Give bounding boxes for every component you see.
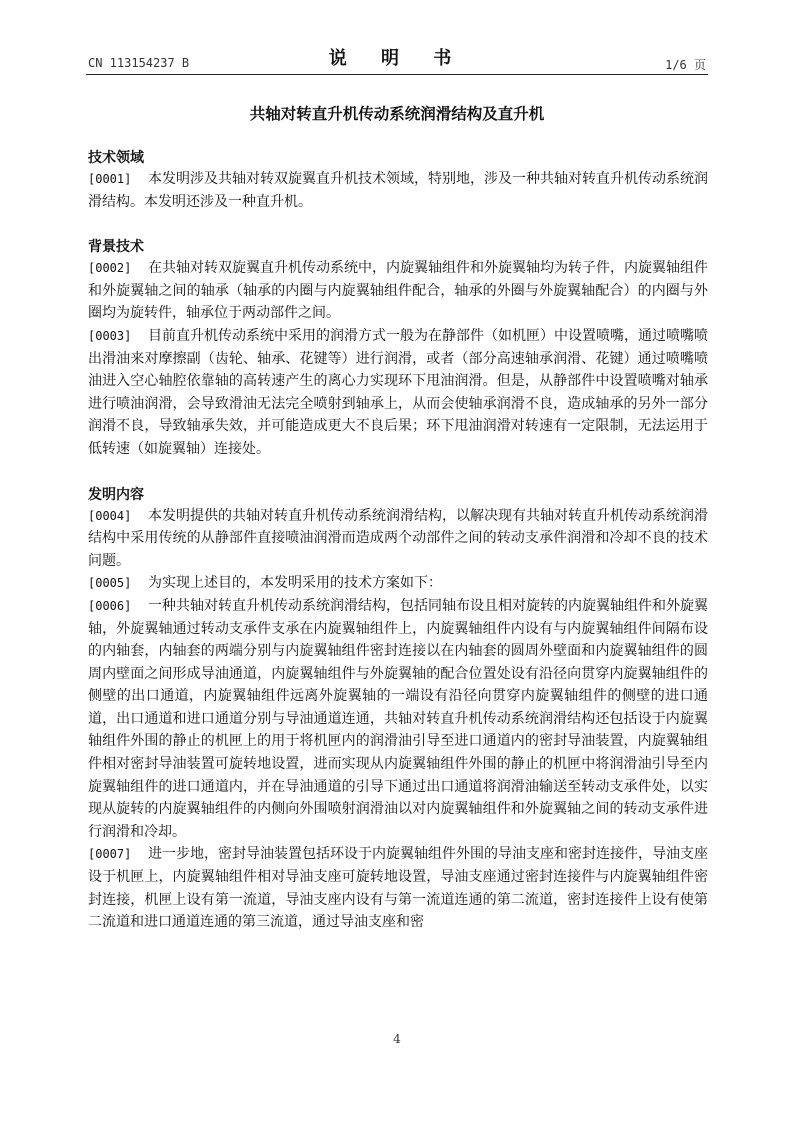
paragraph-text: 本发明提供的共轴对转直升机传动系统润滑结构，以解决现有共轴对转直升机传动系统润滑结构中采用传统的从静部件直接喷油润滑而造成两个动部件之间的转动支承件润滑和冷却不良的技术问题。 (88, 507, 708, 569)
paragraph-0003 (88, 325, 708, 461)
paragraph-number: [0005] (88, 576, 132, 591)
paragraph-0006 (88, 595, 708, 844)
section-heading-technical-field: 技术领域 (88, 150, 144, 166)
paragraph-number: [0002] (88, 261, 132, 276)
paragraph-0005 (88, 572, 708, 595)
section-title: 说 明 书 (328, 48, 466, 69)
paragraph-0001 (88, 168, 708, 213)
paragraph-number: [0006] (88, 598, 132, 613)
patent-number: CN 113154237 B (88, 56, 190, 70)
paragraph-number: [0007] (88, 847, 132, 862)
page-indicator: 1/6 页 (665, 58, 706, 72)
paragraph-text: 一种共轴对转直升机传动系统润滑结构，包括同轴布设且相对旋转的内旋翼轴组件和外旋翼轴，外旋翼轴通过转动支承件支承在内旋翼轴组件上，内旋翼轴组件内设有与内旋翼轴组件间隔布设的内轴套，内轴套的两端分别与内旋翼轴组件密封连接以在内轴套的圆周外壁面和内旋翼轴组件的圆周内壁面之间形成导油通道，内旋翼轴组件与外旋翼轴的配合位置处设有沿径向贯穿内旋翼轴组件的侧壁的出口通道，内旋翼轴组件远离外旋翼轴的一端设有沿径向贯穿内旋翼轴组件的侧壁的进口通道，出口通道和进口通道分别与导油通道连通，共轴对转直升机传动系统润滑结构还包括设于内旋翼轴组件外围的静止的机匣上的用于将机匣内的润滑油引导至进口通道内的密封导油装置，内旋翼轴组件相对密封导油装置可旋转地设置，进而实现从内旋翼轴组件外围的静止的机匣中将润滑油引导至内旋翼轴组件的进口通道内，并在导油通道的引导下通过出口通道将润滑油输送至转动支承件处，以实现从旋转的内旋翼轴组件的内侧向外围喷射润滑油以对内旋翼轴组件和外旋翼轴之间的转动支承件进行润滑和冷却。 (88, 597, 708, 840)
page-number: 4 (393, 1032, 401, 1046)
header-divider (86, 74, 708, 75)
paragraph-0007 (88, 843, 708, 933)
paragraph-text: 进一步地，密封导油装置包括环设于内旋翼轴组件外围的导油支座和密封连接件，导油支座设于机匣上，内旋翼轴组件相对导油支座可旋转地设置，导油支座通过密封连接件与内旋翼轴组件密封连接，机匣上设有第一流道，导油支座内设有与第一流道连通的第二流道，密封连接件上设有使第二流道和进口通道连通的第三流道，通过导油支座和密 (88, 846, 708, 931)
document-title: 共轴对转直升机传动系统润滑结构及直升机 (249, 105, 545, 123)
section-heading-background: 背景技术 (88, 239, 144, 256)
page-header (0, 0, 794, 76)
paragraph-text: 在共轴对转双旋翼直升机传动系统中，内旋翼轴组件和外旋翼轴均为转子件，内旋翼轴组件和外旋翼轴之间的轴承（轴承的内圈与内旋翼轴组件配合，轴承的外圈与外旋翼轴配合）的内圈与外圈均为旋转件，轴承位于两动部件之间。 (88, 260, 708, 322)
section-heading-invention-content: 发明内容 (88, 486, 144, 503)
paragraph-0002 (88, 257, 708, 325)
paragraph-text: 本发明涉及共轴对转双旋翼直升机技术领域，特别地，涉及一种共轴对转直升机传动系统润滑结构。本发明还涉及一种直升机。 (88, 171, 708, 210)
paragraph-text: 目前直升机传动系统中采用的润滑方式一般为在静部件（如机匣）中设置喷嘴，通过喷嘴喷出滑油来对摩擦副（齿轮、轴承、花键等）进行润滑，或者（部分高速轴承润滑、花键）通过喷嘴喷油进入空心轴腔依靠轴的高转速产生的离心力实现环下甩油润滑。但是，从静部件中设置喷嘴对轴承进行喷油润滑，会导致滑油无法完全喷射到轴承上，从而会使轴承润滑不良，造成轴承的另外一部分润滑不良，导致轴承失效，并可能造成更大不良后果；环下甩油润滑对转速有一定限制，无法运用于低转速（如旋翼轴）连接处。 (88, 327, 708, 457)
paragraph-0004 (88, 505, 708, 573)
paragraph-text: 为实现上述目的，本发明采用的技术方案如下： (148, 575, 442, 592)
paragraph-number: [0001] (88, 172, 132, 186)
paragraph-number: [0003] (88, 328, 132, 343)
document-body (88, 148, 708, 934)
paragraph-number: [0004] (88, 508, 132, 523)
